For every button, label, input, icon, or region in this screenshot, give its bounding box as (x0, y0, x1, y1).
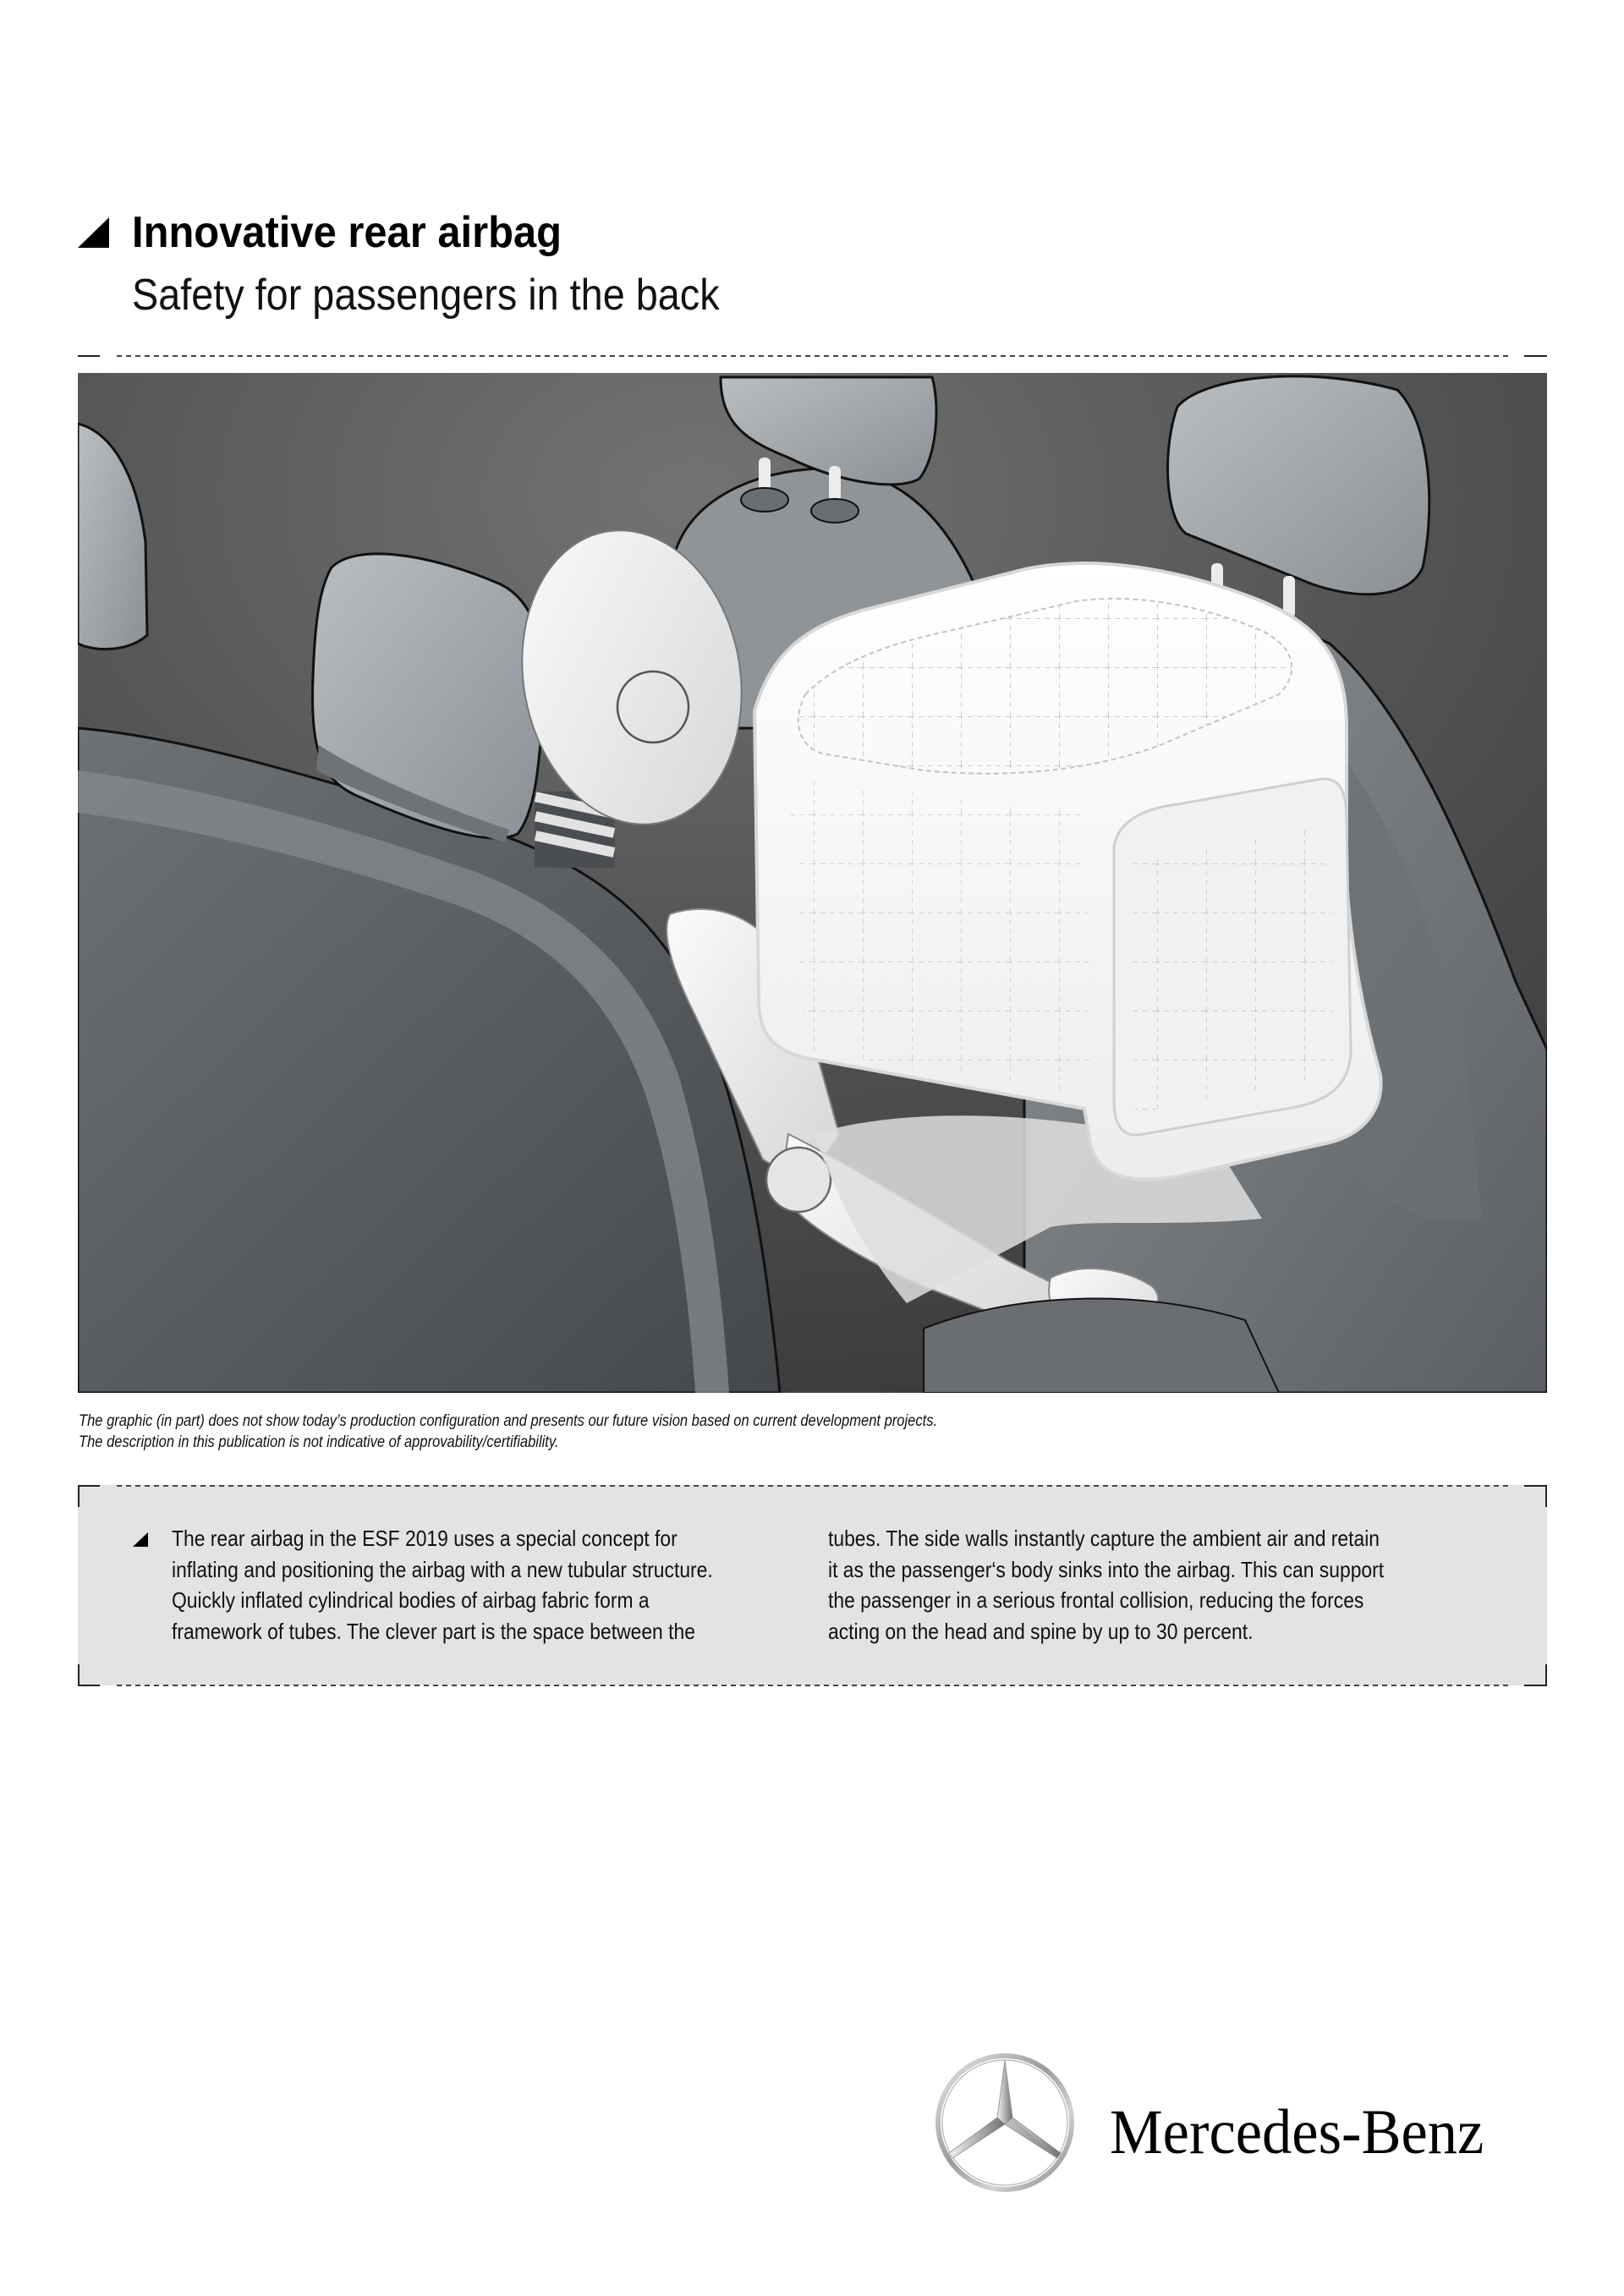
divider-left-cap (78, 355, 100, 357)
infobox-bottom-left-corner (78, 1685, 100, 1686)
infobox-top-right-corner (1524, 1485, 1547, 1487)
info-text-line: the passenger in a serious frontal collision, reducing the forces (828, 1587, 1364, 1613)
infobox-bottom-right-corner-vertical (1545, 1664, 1547, 1686)
info-text-right-column (828, 1523, 1384, 1647)
triangle-marker-icon (78, 217, 109, 248)
airbag-illustration (78, 373, 1547, 1393)
info-text-line: The rear airbag in the ESF 2019 uses a special concept for (172, 1526, 678, 1551)
illustration-disclaimer (79, 1411, 937, 1453)
info-text-line: tubes. The side walls instantly capture the ambient air and retain (828, 1526, 1380, 1551)
infobox-bottom-right-corner (1524, 1685, 1547, 1686)
divider-right-cap (1524, 355, 1547, 357)
illustration-graphic (78, 373, 1547, 1393)
info-text-line: it as the passenger‘s body sinks into the airbag. This can support (828, 1556, 1385, 1582)
page-title: Innovative rear airbag (132, 208, 562, 257)
infobox-top-dashed-border (117, 1485, 1508, 1487)
infobox-bottom-left-corner-vertical (78, 1664, 80, 1686)
brand-wordmark: Mercedes-Benz (1110, 2097, 1484, 2167)
three-pointed-star-icon (934, 2052, 1076, 2194)
info-text-line: Quickly inflated cylindrical bodies of airbag fabric form a (172, 1587, 650, 1613)
info-text-line: acting on the head and spine by up to 30 percent. (828, 1618, 1254, 1644)
disclaimer-line: The description in this publication is not indicative of approvability/certifiability. (79, 1433, 559, 1451)
triangle-bullet-icon (133, 1532, 148, 1547)
info-text-line: inflating and positioning the airbag with a new tubular structure. (172, 1556, 713, 1582)
info-text-line: framework of tubes. The clever part is the space between the (172, 1618, 695, 1644)
infobox-top-left-corner (78, 1485, 100, 1487)
infobox-bottom-dashed-border (117, 1685, 1508, 1686)
info-text-left-column (172, 1523, 713, 1647)
divider-dashed (117, 355, 1508, 357)
infobox-top-right-corner-vertical (1545, 1485, 1547, 1507)
infobox-top-left-corner-vertical (78, 1485, 80, 1507)
page-subtitle: Safety for passengers in the back (132, 271, 720, 320)
disclaimer-line: The graphic (in part) does not show today’s production configuration and presents our future vision based on current development projects. (79, 1412, 938, 1430)
